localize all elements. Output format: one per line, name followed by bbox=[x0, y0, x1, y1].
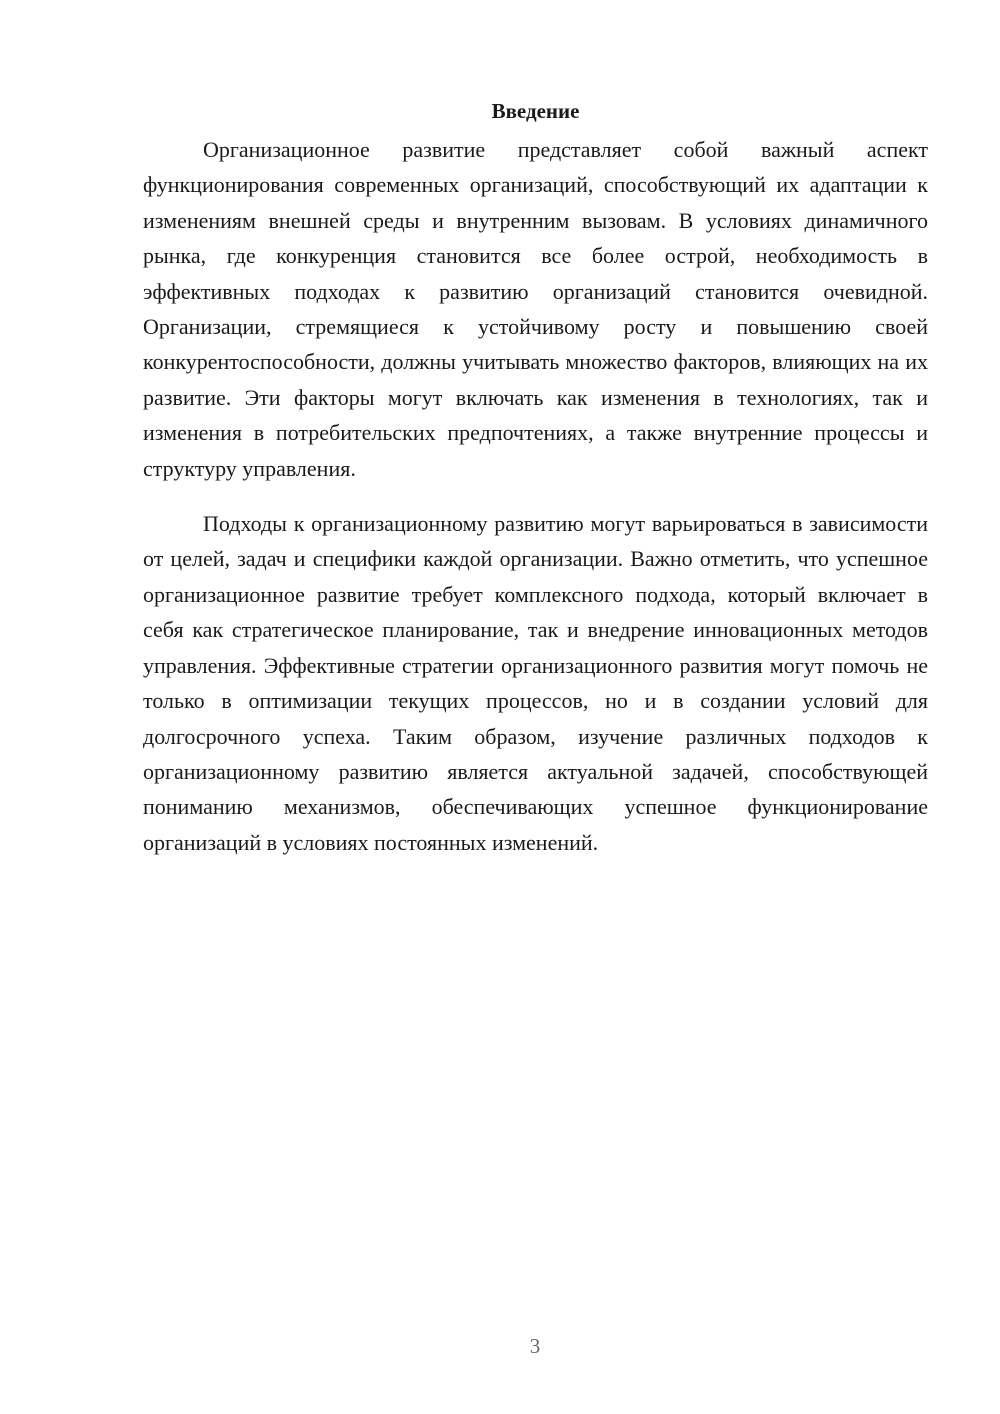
paragraph-2: Подходы к организационному развитию могут варьироваться в зависимости от целей, задач и специфики каждой организации. Важно отметить, что успешное организационное развитие требует комплексного подхода, который включает в себя как стратегическое планирование, так и внедрение инновационных методов управления. Эффективные стратегии организационного развития могут помочь не только в оптимизации текущих процессов, но и в создании условий для долгосрочного успеха. Таким образом, изучение различных подходов к организационному развитию является актуальной задачей, способствующей пониманию механизмов, обеспечивающих успешное функционирование организаций в условиях постоянных изменений. bbox=[143, 511, 928, 855]
page-number: 3 bbox=[529, 1334, 541, 1358]
paragraph-1: Организационное развитие представляет собой важный аспект функционирования современных организаций, способствующий их адаптации к изменениям внешней среды и внутренним вызовам. В условиях динамичного рынка, где конкуренция становится все более острой, необходимость в эффективных подходах к развитию организаций становится очевидной. Организации, стремящиеся к устойчивому росту и повышению своей конкурентоспособности, должны учитывать множество факторов, влияющих на их развитие. Эти факторы могут включать как изменения в технологиях, так и изменения в потребительских предпочтениях, а также внутренние процессы и структуру управления. bbox=[143, 137, 928, 481]
section-title: Введение bbox=[491, 99, 580, 123]
page-content bbox=[143, 96, 928, 860]
